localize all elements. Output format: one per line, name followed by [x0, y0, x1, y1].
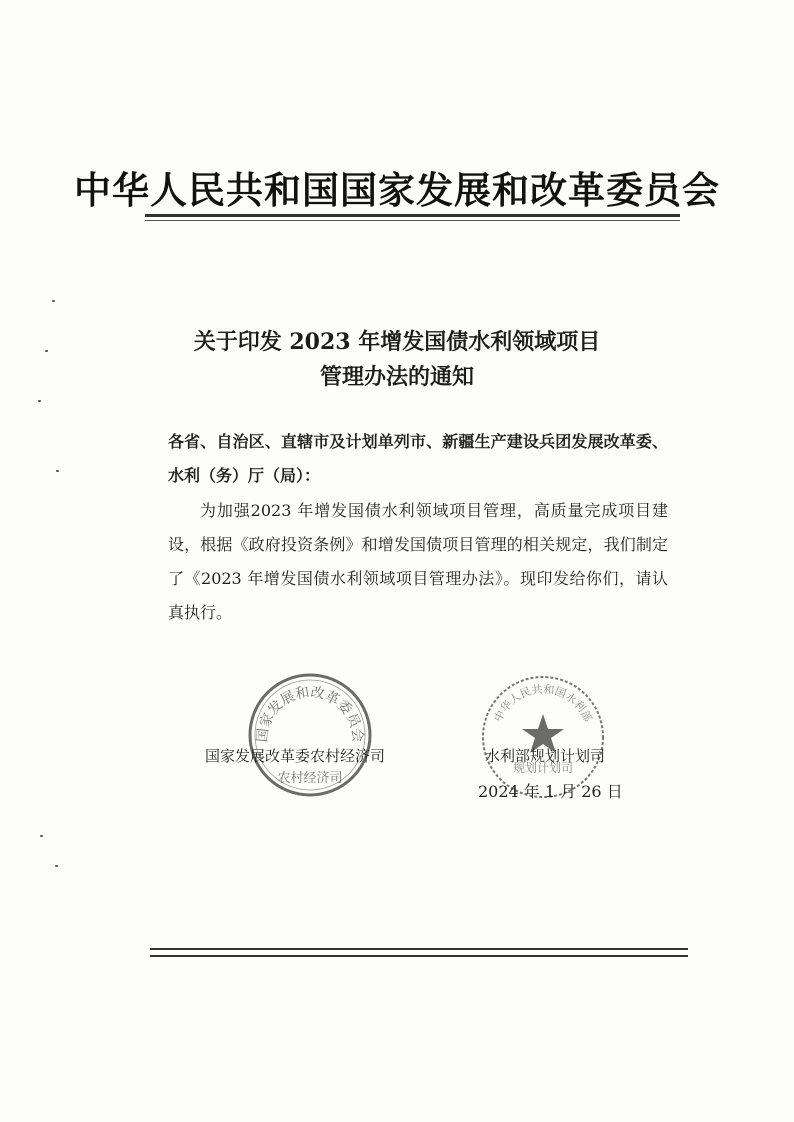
addressee: 各省、自治区、直辖市及计划单列市、新疆生产建设兵团发展改革委、水利（务）厅（局）： [168, 432, 668, 485]
notice-title-line-2: 管理办法的通知 [319, 364, 474, 390]
header-rule-thick [145, 214, 680, 217]
left-issuer: 国家发展改革委农村经济司 [205, 747, 386, 765]
right-issuer: 水利部规划计划司 [485, 747, 606, 765]
left-seal-text-top: 国家发展和改革委员会 [254, 684, 366, 744]
footer-rule-1 [150, 948, 688, 950]
notice-title-line-1: 关于印发 2023 年增发国债水利领域项目 [193, 329, 601, 355]
scan-speck [56, 470, 59, 472]
signature-block [0, 745, 794, 805]
scan-speck [55, 865, 58, 867]
scan-speck [52, 300, 55, 302]
svg-text:国家发展和改革委员会 [255, 685, 366, 743]
left-seal-text-bottom: 农村经济司 [277, 771, 343, 786]
scan-speck [45, 350, 48, 352]
issuing-organization-header: 中华人民共和国国家发展和改革委员会 [74, 168, 720, 212]
scan-speck [38, 400, 41, 402]
right-seal-text-bottom: 规划计划司 [512, 761, 574, 775]
header-rule-thin [145, 220, 680, 221]
right-seal-text-top: 中华人民共和国水利部 [491, 682, 595, 724]
issue-date: 2024 年 1 月 26 日 [478, 782, 623, 801]
body-paragraph: 为加强2023 年增发国债水利领域项目管理，高质量完成项目建设，根据《政府投资条例》和增发国债项目管理的相关规定，我们制定了《2023 年增发国债水利领域项目管理办法》。现印发给你们，请认真执行。 [168, 501, 668, 622]
scan-speck [40, 835, 43, 837]
footer-rule-2 [150, 955, 688, 957]
